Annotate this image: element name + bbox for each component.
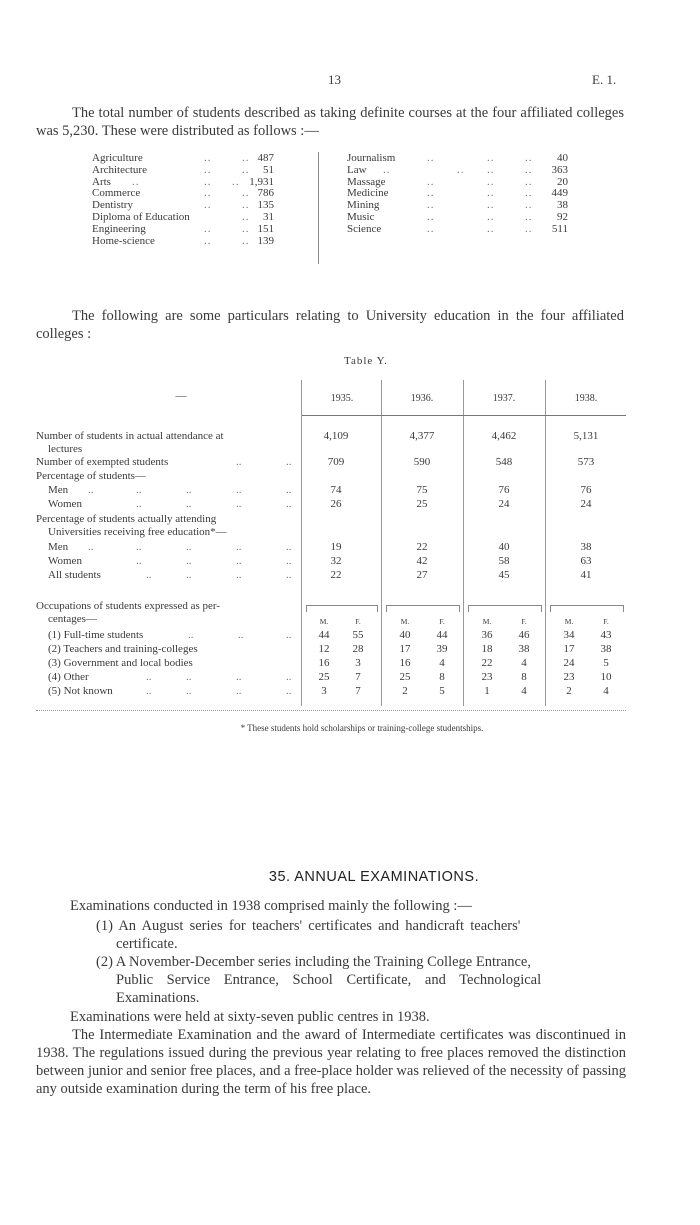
list-item: Agriculture .. .. 487 — [92, 152, 274, 164]
table-cell: 55 — [352, 629, 364, 641]
table-footnote: * These students hold scholarships or training-college studentships. — [240, 723, 484, 733]
table-cell: 19 — [330, 541, 342, 553]
row-label: Occupations of students expressed as per- — [36, 600, 220, 612]
list-item: Home-science .. .. 139 — [92, 234, 274, 247]
table-cell: 4,109 — [323, 430, 349, 442]
row-label: Men .. .. .. .. .. — [48, 484, 292, 496]
document-reference: E. 1. — [592, 72, 617, 87]
table-cell: 36 — [481, 629, 493, 641]
list-item: Architecture .. .. 51 — [92, 163, 274, 176]
column-rule — [381, 380, 382, 706]
column-rule — [301, 380, 302, 706]
header-rule — [302, 415, 626, 416]
table-cell: 38 — [580, 541, 592, 553]
page-number: 13 — [328, 72, 341, 87]
table-cell: 8 — [521, 671, 527, 683]
list-item: Massage .. .. .. 20 — [347, 175, 568, 188]
table-cell: 40 — [498, 541, 510, 553]
table-cell: 4,377 — [409, 430, 435, 442]
sex-header: F. — [355, 617, 361, 626]
table-cell: 23 — [481, 671, 493, 683]
row-label: (2) Teachers and training-colleges — [48, 643, 198, 655]
section-paragraph: The Intermediate Examination and the award of Intermediate certificates was discontinued in 1938. The regulations issued during the previous year relating to free places removed the distinction between junior and senior free places, and a free-place holder was relieved of the necessity of passing any outside examination during the term of his free place. — [36, 1027, 626, 1097]
table-cell: 44 — [436, 629, 448, 641]
list-item: Examinations. — [116, 990, 200, 1006]
table-cell: 548 — [495, 456, 513, 468]
table-cell: 76 — [580, 484, 592, 496]
table-cell: 45 — [498, 569, 510, 581]
table-cell: 16 — [318, 657, 330, 669]
table-cell: 18 — [481, 643, 493, 655]
table-cell: 28 — [352, 643, 364, 655]
list-item: Journalism .. .. .. 40 — [347, 152, 568, 164]
row-label: Universities receiving free education*— — [48, 526, 227, 538]
year-header: 1936. — [410, 393, 434, 404]
row-label: (4) Other .. .. .. .. — [48, 671, 292, 683]
column-brace — [468, 605, 542, 612]
section-heading: 35. ANNUAL EXAMINATIONS. — [268, 869, 480, 885]
table-cell: 5 — [603, 657, 609, 669]
table-cell: 38 — [518, 643, 530, 655]
table-cell: 44 — [318, 629, 330, 641]
table-cell: 25 — [399, 671, 411, 683]
table-cell: 1 — [484, 685, 490, 697]
column-brace — [306, 605, 378, 612]
row-label: centages— — [48, 613, 97, 625]
column-rule — [545, 380, 546, 706]
table-cell: 4 — [603, 685, 609, 697]
sex-header: M. — [400, 617, 410, 626]
table-cell: 5,131 — [573, 430, 599, 442]
table-cell: 32 — [330, 555, 342, 567]
table-cell: 4 — [439, 657, 445, 669]
list-item: Arts .. .. .. 1,931 — [92, 175, 274, 188]
row-label: (3) Government and local bodies — [48, 657, 193, 669]
list-item: Science .. .. .. 511 — [347, 222, 568, 235]
list-item: Law .. .. .. .. 363 — [347, 163, 568, 176]
table-cell: 4,462 — [491, 430, 517, 442]
list-item: Music .. .. .. 92 — [347, 210, 568, 223]
list-item: (1) An August series for teachers' certificates and handicraft teachers' — [96, 918, 521, 934]
table-cell: 24 — [498, 498, 510, 510]
table-cell: 41 — [580, 569, 592, 581]
table-cell: 7 — [355, 671, 361, 683]
list-item: Commerce .. .. 786 — [92, 187, 274, 200]
table-cell: 4 — [521, 657, 527, 669]
table-cell: 63 — [580, 555, 592, 567]
table-cell: 58 — [498, 555, 510, 567]
table-cell: 17 — [399, 643, 411, 655]
column-rule — [463, 380, 464, 706]
row-label: Number of students in actual attendance at — [36, 430, 224, 442]
row-label: Percentage of students actually attending — [36, 513, 217, 525]
sex-header: F. — [521, 617, 527, 626]
list-item: Engineering .. .. 151 — [92, 222, 274, 235]
table-cell: 25 — [416, 498, 428, 510]
sex-header: M. — [319, 617, 329, 626]
table-cell: 2 — [402, 685, 408, 697]
table-cell: 5 — [439, 685, 445, 697]
intro-paragraph: The total number of students described as taking definite courses at the four affiliated colleges was 5,230. These were distributed as follows :— — [36, 105, 624, 139]
list-item: (2) A November-December series including the Training College Entrance, — [96, 954, 531, 970]
year-header: 1937. — [492, 393, 516, 404]
table-cell: 12 — [318, 643, 330, 655]
table-cell: 24 — [563, 657, 575, 669]
table-cell: 7 — [355, 685, 361, 697]
table-cell: 3 — [321, 685, 327, 697]
table-cell: 74 — [330, 484, 342, 496]
list-item: Diploma of Education .. 31 — [92, 210, 274, 223]
table-cell: 573 — [577, 456, 595, 468]
table-cell: 39 — [436, 643, 448, 655]
table-cell: 22 — [481, 657, 493, 669]
sex-header: F. — [439, 617, 445, 626]
row-label: Women .. .. .. .. — [48, 498, 292, 510]
table-cell: 2 — [566, 685, 572, 697]
column-brace — [386, 605, 460, 612]
table-cell: 43 — [600, 629, 612, 641]
list-item: certificate. — [116, 936, 178, 952]
table-cell: 22 — [416, 541, 428, 553]
table-cell: 22 — [330, 569, 342, 581]
row-label: (1) Full-time students .. .. .. — [48, 629, 292, 641]
year-header: 1935. — [330, 393, 354, 404]
sex-header: M. — [482, 617, 492, 626]
table-cell: 8 — [439, 671, 445, 683]
table-cell: 27 — [416, 569, 428, 581]
table-cell: 590 — [413, 456, 431, 468]
list-item: Public Service Entrance, School Certificate, and Technological — [116, 972, 542, 988]
table-y — [36, 0, 626, 720]
row-label: Percentage of students— — [36, 470, 146, 482]
table-cell: 25 — [318, 671, 330, 683]
table-cell: 75 — [416, 484, 428, 496]
table-cell: 38 — [600, 643, 612, 655]
row-label: lectures — [48, 443, 83, 455]
table-cell: 46 — [518, 629, 530, 641]
table-cell: 10 — [600, 671, 612, 683]
year-header: 1938. — [574, 393, 598, 404]
row-label: All students .. .. .. .. — [48, 569, 292, 581]
column-brace — [550, 605, 624, 612]
list-item: Mining .. .. .. 38 — [347, 199, 568, 212]
table-cell: 16 — [399, 657, 411, 669]
row-label: Women .. .. .. .. — [48, 555, 292, 567]
row-label: Number of exempted students .. .. — [36, 456, 292, 468]
row-label: Men .. .. .. .. .. — [48, 541, 292, 553]
row-label: (5) Not known .. .. .. .. — [48, 685, 292, 697]
table-cell: 42 — [416, 555, 428, 567]
list-item: Medicine .. .. .. 449 — [347, 187, 568, 200]
sex-header: M. — [564, 617, 574, 626]
table-cell: 3 — [355, 657, 361, 669]
list-item: Dentistry .. .. 135 — [92, 199, 274, 212]
header-dash: — — [175, 390, 187, 402]
table-cell: 24 — [580, 498, 592, 510]
sex-header: F. — [603, 617, 609, 626]
table-cell: 40 — [399, 629, 411, 641]
particulars-paragraph: The following are some particulars relating to University education in the four affiliated colleges : — [36, 308, 624, 342]
table-cell: 4 — [521, 685, 527, 697]
section-paragraph: Examinations were held at sixty-seven public centres in 1938. — [70, 1009, 430, 1025]
table-cell: 76 — [498, 484, 510, 496]
table-cell: 34 — [563, 629, 575, 641]
section-paragraph: Examinations conducted in 1938 comprised mainly the following :— — [70, 898, 472, 914]
table-cell: 23 — [563, 671, 575, 683]
table-caption: Table Y. — [344, 355, 388, 367]
table-cell: 26 — [330, 498, 342, 510]
table-cell: 709 — [327, 456, 345, 468]
table-cell: 17 — [563, 643, 575, 655]
table-bottom-rule — [36, 710, 626, 711]
